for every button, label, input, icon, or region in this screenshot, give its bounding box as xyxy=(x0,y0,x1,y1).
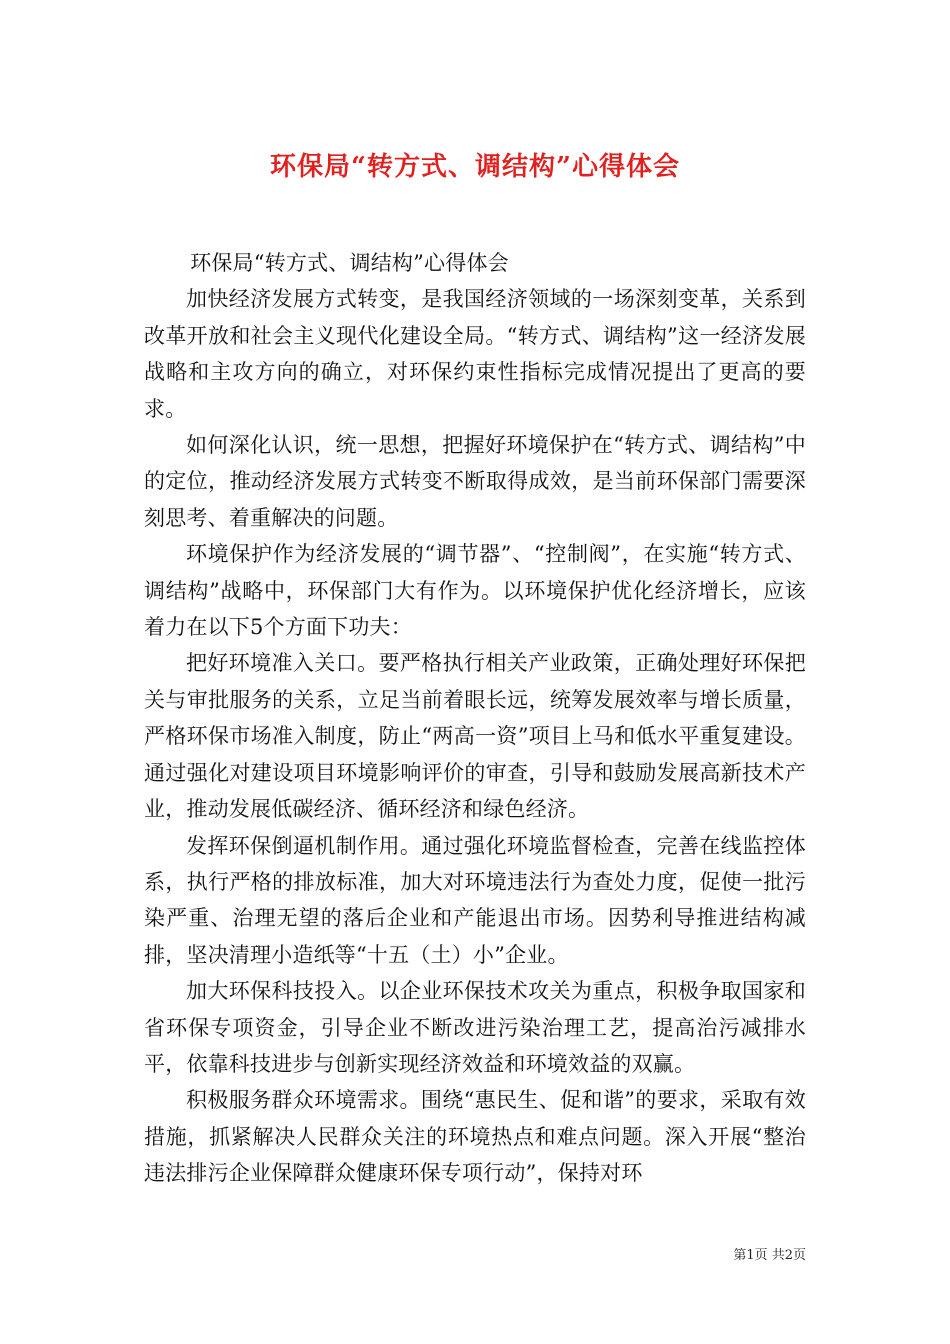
paragraph: 加大环保科技投入。以企业环保技术攻关为重点，积极争取国家和省环保专项资金，引导企业不断改进污染治理工艺，提高治污减排水平，依靠科技进步与创新实现经济效益和环境效益的双赢。 xyxy=(144,979,806,1076)
paragraph: 积极服务群众环境需求。围绕“惠民生、促和谐”的要求，采取有效措施，抓紧解决人民群众关注的环境热点和难点问题。深入开展“整治违法排污企业保障群众健康环保专项行动”，保持对环 xyxy=(144,1088,806,1186)
paragraph: 加快经济发展方式转变，是我国经济领域的一场深刻变革，关系到改革开放和社会主义现代化建设全局。“转方式、调结构”这一经济发展战略和主攻方向的确立，对环保约束性指标完成情况提出了更高的要求。 xyxy=(144,287,806,421)
paragraph: 把好环境准入关口。要严格执行相关产业政策，正确处理好环保把关与审批服务的关系，立足当前着眼长远，统筹发展效率与增长质量，严格环保市场准入制度，防止“两高一资”项目上马和低水平重复建设。通过强化对建设项目环境影响评价的审查，引导和鼓励发展高新技术产业，推动发展低碳经济、循环经济和绿色经济。 xyxy=(144,651,806,822)
document-body xyxy=(144,245,806,1192)
paragraph: 发挥环保倒逼机制作用。通过强化环境监督检查，完善在线监控体系，执行严格的排放标准，加大对环境违法行为查处力度，促使一批污染严重、治理无望的落后企业和产能退出市场。因势利导推进结构减排，坚决清理小造纸等“十五（土）小”企业。 xyxy=(144,833,806,967)
paragraph: 环境保护作为经济发展的“调节器”、“控制阀”，在实施“转方式、调结构”战略中，环保部门大有作为。以环境保护优化经济增长，应该着力在以下5个方面下功夫： xyxy=(144,542,806,640)
paragraph: 如何深化认识，统一思想，把握好环境保护在“转方式、调结构”中的定位，推动经济发展方式转变不断取得成效，是当前环保部门需要深刻思考、着重解决的问题。 xyxy=(144,433,806,530)
paragraph-subtitle: 环保局“转方式、调结构”心得体会 xyxy=(190,251,509,275)
page-number-indicator: 第1页 共2页 xyxy=(733,1248,806,1263)
document-title: 环保局“转方式、调结构”心得体会 xyxy=(270,152,680,183)
